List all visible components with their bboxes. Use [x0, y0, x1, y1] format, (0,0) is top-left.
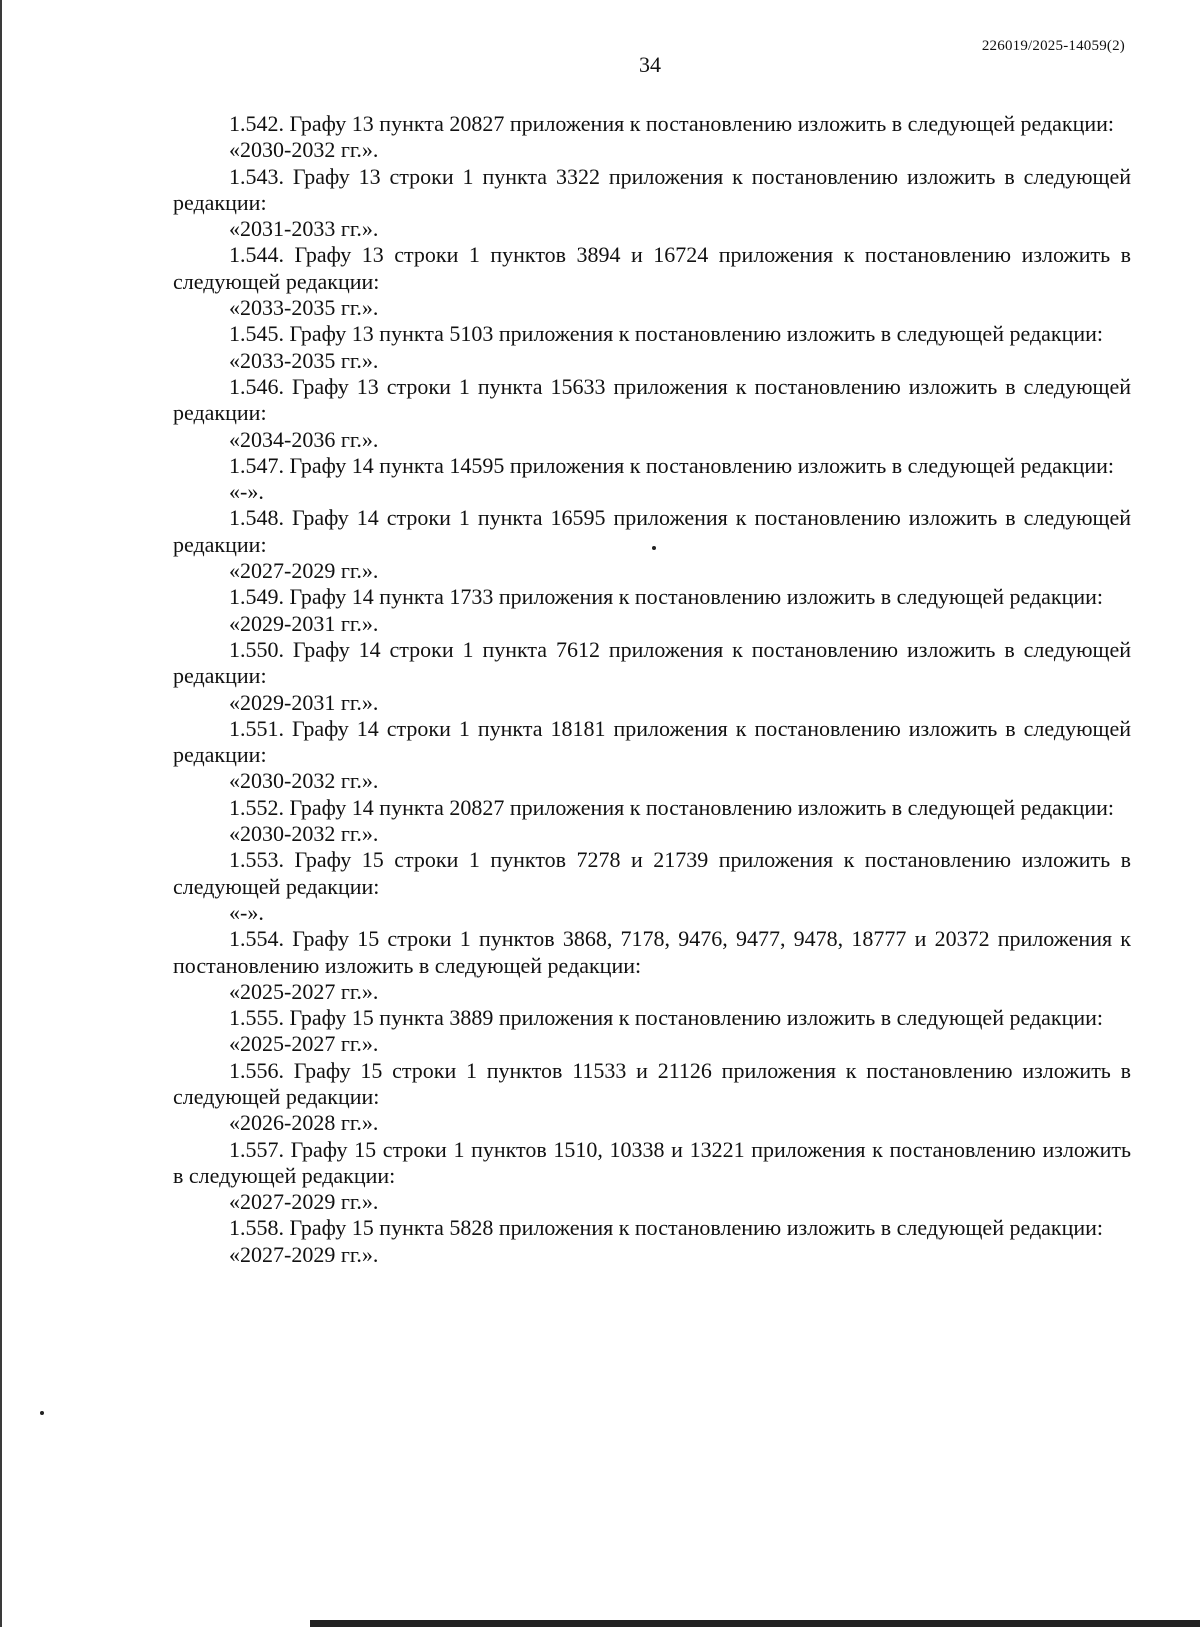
clause-text: 1.543. Графу 13 строки 1 пункта 3322 приложения к постановлению изложить в следующей редакции: [173, 163, 1131, 215]
clause [173, 453, 1131, 506]
clause [173, 1005, 1131, 1058]
clause-text: 1.556. Графу 15 строки 1 пунктов 11533 и 21126 приложения к постановлению изложить в следующей редакции: [173, 1057, 1131, 1109]
scan-edge-bottom [310, 1620, 1200, 1627]
clause-value: «2030-2032 гг.». [229, 137, 379, 163]
clause-value: «2033-2035 гг.». [229, 295, 379, 321]
scan-edge-left [0, 0, 2, 1627]
clause-value: «2027-2029 гг.». [229, 1189, 379, 1215]
clause-value: «2030-2032 гг.». [229, 821, 379, 847]
clause-value: «2029-2031 гг.». [229, 610, 379, 636]
clause-text: 1.542. Графу 13 пункта 20827 приложения к постановлению изложить в следующей редакции: [229, 111, 1115, 136]
clause-text: 1.549. Графу 14 пункта 1733 приложения к постановлению изложить в следующей редакции: [229, 584, 1104, 610]
clause-value: «-». [229, 479, 264, 505]
clause-text: 1.557. Графу 15 строки 1 пунктов 1510, 10338 и 13221 приложения к постановлению изложить в следующей редакции: [173, 1136, 1131, 1188]
clause [173, 242, 1131, 321]
scan-speck [40, 1411, 44, 1415]
clause [173, 716, 1131, 795]
clause-text: 1.555. Графу 15 пункта 3889 приложения к постановлению изложить в следующей редакции: [229, 1005, 1104, 1031]
clause-text: 1.554. Графу 15 строки 1 пунктов 3868, 7178, 9476, 9477, 9478, 18777 и 20372 приложения к постановлению изложить в следующей редакции: [173, 926, 1131, 978]
clause [173, 164, 1131, 243]
clause-value: «2033-2035 гг.». [229, 347, 379, 373]
clause [173, 637, 1131, 716]
clause-value: «2034-2036 гг.». [229, 426, 379, 452]
clause-value: «2031-2033 гг.». [229, 216, 379, 242]
clause [173, 584, 1131, 637]
clause [173, 1215, 1131, 1268]
document-body [173, 111, 1131, 1268]
clause-value: «-». [229, 899, 264, 925]
clause [173, 374, 1131, 453]
clause [173, 795, 1131, 848]
clause-value: «2027-2029 гг.». [229, 1241, 379, 1267]
clause-value: «2025-2027 гг.». [229, 978, 379, 1004]
page-number: 34 [639, 52, 661, 77]
clause [173, 1058, 1131, 1137]
clause-value: «2030-2032 гг.». [229, 768, 379, 794]
clause-text: 1.545. Графу 13 пункта 5103 приложения к постановлению изложить в следующей редакции: [229, 321, 1104, 347]
clause-text: 1.548. Графу 14 строки 1 пункта 16595 приложения к постановлению изложить в следующей редакции: [173, 505, 1131, 557]
clause-text: 1.546. Графу 13 строки 1 пункта 15633 приложения к постановлению изложить в следующей редакции: [173, 373, 1131, 426]
clause-value: «2025-2027 гг.». [229, 1031, 379, 1057]
clause [173, 847, 1131, 926]
clause [173, 111, 1131, 164]
clause-text: 1.547. Графу 14 пункта 14595 приложения к постановлению изложить в следующей редакции: [229, 452, 1115, 478]
clause-text: 1.558. Графу 15 пункта 5828 приложения к постановлению изложить в следующей редакции: [229, 1215, 1104, 1241]
clause-text: 1.552. Графу 14 пункта 20827 приложения к постановлению изложить в следующей редакции: [229, 794, 1115, 820]
clause [173, 321, 1131, 374]
clause [173, 505, 1131, 584]
clause-value: «2026-2028 гг.». [229, 1110, 379, 1136]
clause-value: «2027-2029 гг.». [229, 558, 379, 584]
clause [173, 1137, 1131, 1216]
document-registration-number: 226019/2025-14059(2) [981, 38, 1125, 54]
clause-text: 1.551. Графу 14 строки 1 пункта 18181 приложения к постановлению изложить в следующей редакции: [173, 715, 1131, 768]
clause-value: «2029-2031 гг.». [229, 689, 379, 715]
clause-text: 1.544. Графу 13 строки 1 пунктов 3894 и 16724 приложения к постановлению изложить в следующей редакции: [173, 242, 1131, 294]
clause-text: 1.550. Графу 14 строки 1 пункта 7612 приложения к постановлению изложить в следующей редакции: [173, 636, 1131, 689]
clause-text: 1.553. Графу 15 строки 1 пунктов 7278 и 21739 приложения к постановлению изложить в следующей редакции: [173, 847, 1131, 899]
clause [173, 926, 1131, 1005]
